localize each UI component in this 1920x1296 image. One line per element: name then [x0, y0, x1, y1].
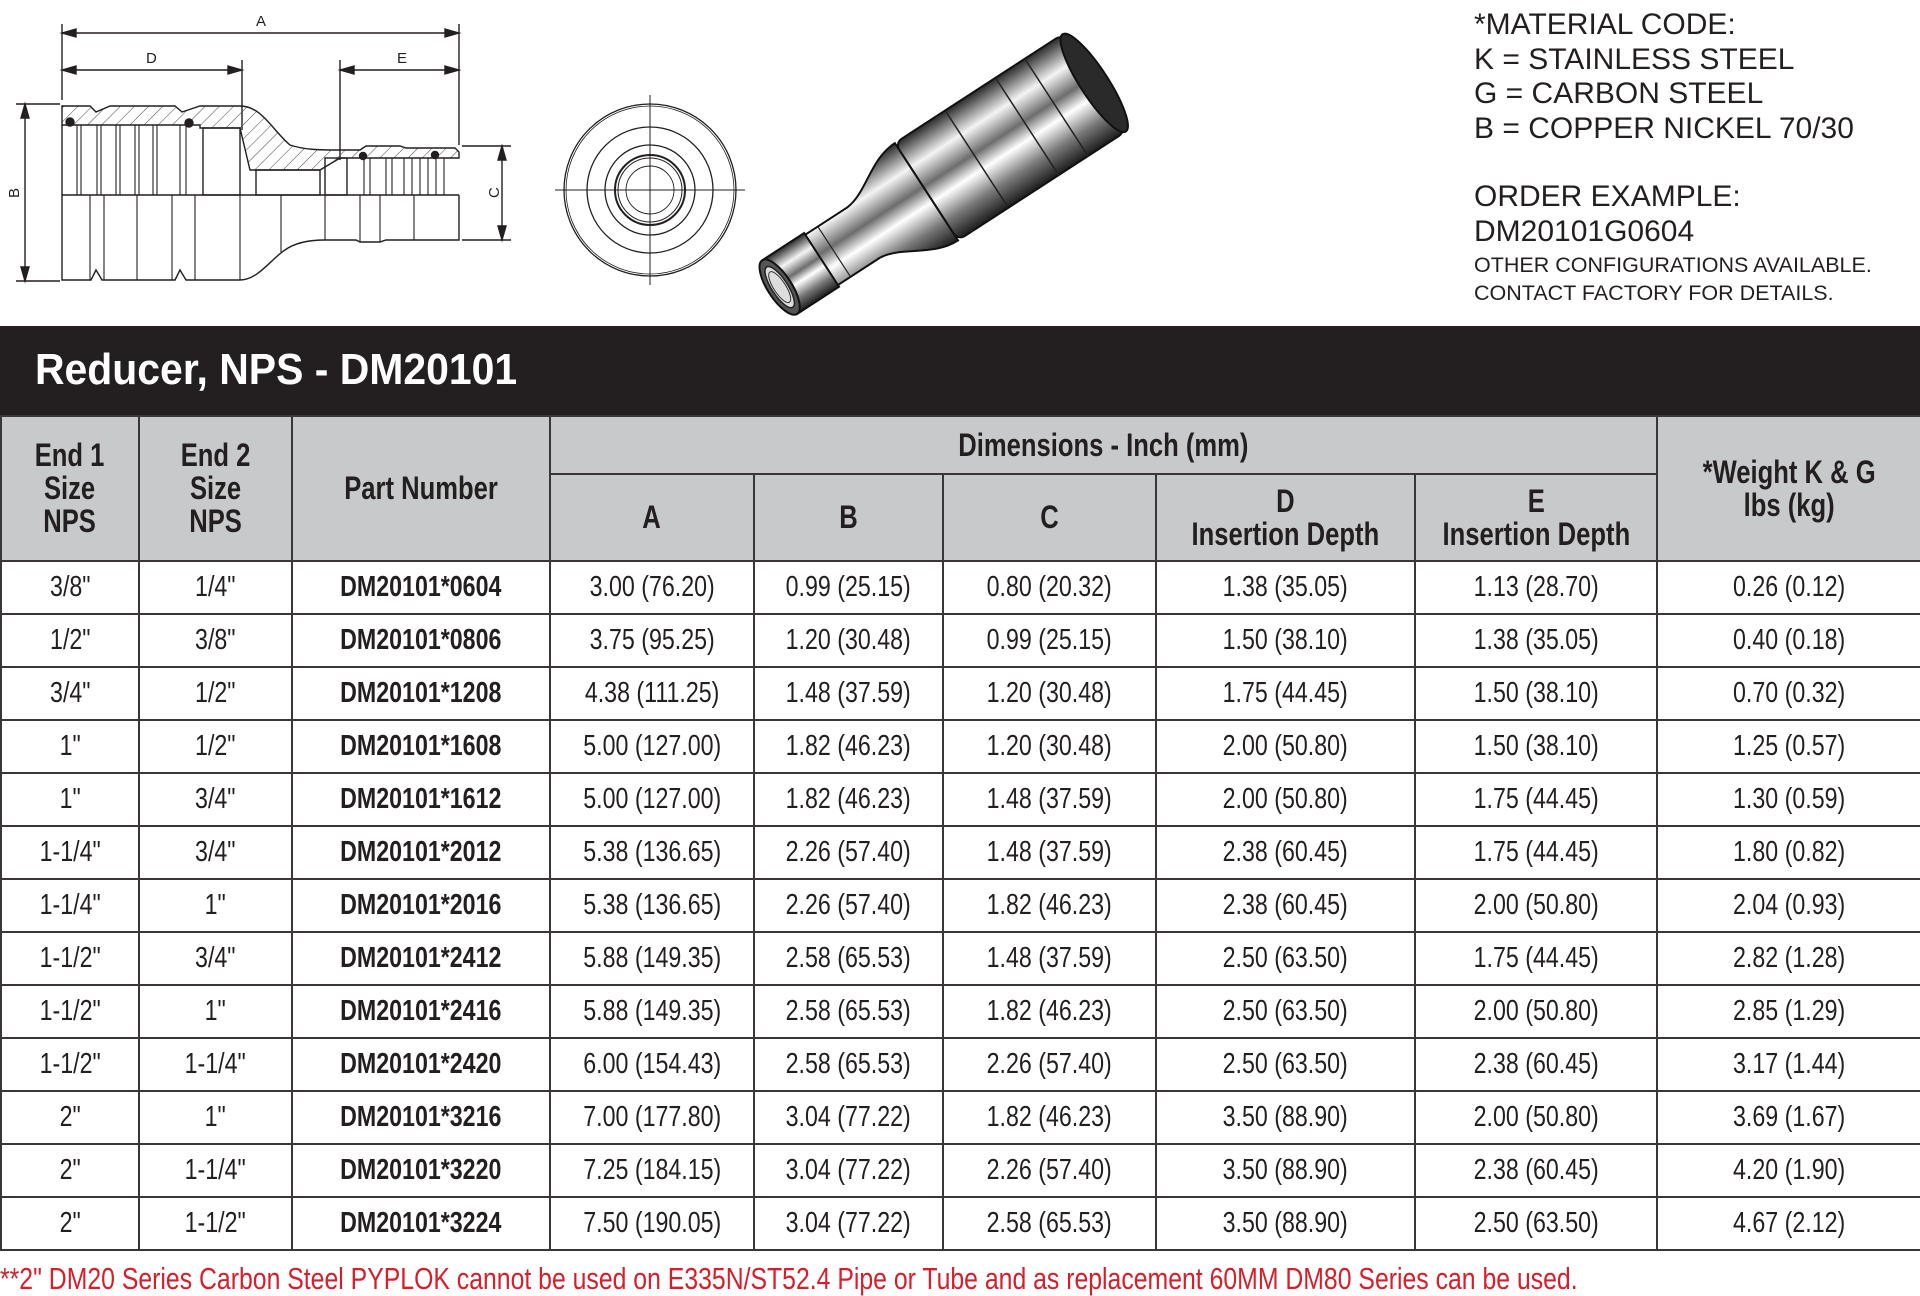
cell-end1: 1" [1, 773, 139, 826]
cell-weight: 1.80 (0.82) [1657, 826, 1920, 879]
header-end2: End 2 Size NPS [139, 416, 292, 561]
cell-end2: 3/8" [139, 614, 292, 667]
cell-weight: 3.17 (1.44) [1657, 1038, 1920, 1091]
cell-e: 1.50 (38.10) [1415, 667, 1657, 720]
cell-d: 1.75 (44.45) [1156, 667, 1415, 720]
cell-d: 3.50 (88.90) [1156, 1091, 1415, 1144]
cell-part: DM20101*2416 [292, 985, 550, 1038]
cell-e: 2.38 (60.45) [1415, 1144, 1657, 1197]
cell-e: 1.38 (35.05) [1415, 614, 1657, 667]
cell-a: 5.38 (136.65) [550, 879, 754, 932]
cell-weight: 3.69 (1.67) [1657, 1091, 1920, 1144]
cell-end2: 1-1/4" [139, 1144, 292, 1197]
header-a: A [550, 474, 754, 561]
cell-end1: 1-1/4" [1, 826, 139, 879]
dim-label-a: A [256, 13, 267, 30]
table-row [1, 932, 1920, 985]
cell-end1: 3/4" [1, 667, 139, 720]
cell-a: 7.25 (184.15) [550, 1144, 754, 1197]
table-row [1, 561, 1920, 614]
cell-b: 2.58 (65.53) [754, 932, 943, 985]
cell-c: 1.20 (30.48) [943, 720, 1156, 773]
dimension-table [0, 415, 1920, 1251]
cell-end2: 1" [139, 985, 292, 1038]
material-carbon: G = CARBON STEEL [1474, 77, 1764, 110]
dim-label-c: C [486, 187, 503, 198]
header-end1: End 1 Size NPS [1, 416, 139, 561]
header-d: D Insertion Depth [1156, 474, 1415, 561]
cell-b: 3.04 (77.22) [754, 1197, 943, 1250]
cell-part: DM20101*3216 [292, 1091, 550, 1144]
cell-c: 1.82 (46.23) [943, 985, 1156, 1038]
product-3d-render [738, 27, 1137, 326]
end-view-drawing [555, 95, 745, 285]
cell-a: 6.00 (154.43) [550, 1038, 754, 1091]
cell-end1: 3/8" [1, 561, 139, 614]
cell-end1: 1-1/4" [1, 879, 139, 932]
footnote-warning: **2" DM20 Series Carbon Steel PYPLOK cannot be used on E335N/ST52.4 Pipe or Tube and as replacement 60MM DM80 Series can be used. [0, 1261, 1578, 1296]
cell-end2: 1/4" [139, 561, 292, 614]
cell-d: 2.50 (63.50) [1156, 1038, 1415, 1091]
material-copper-nickel: B = COPPER NICKEL 70/30 [1474, 111, 1854, 145]
other-configurations-note: OTHER CONFIGURATIONS AVAILABLE. [1474, 253, 1872, 277]
cell-end1: 2" [1, 1197, 139, 1250]
cell-end1: 1/2" [1, 614, 139, 667]
cell-part: DM20101*0604 [292, 561, 550, 614]
cell-d: 2.00 (50.80) [1156, 720, 1415, 773]
cell-end1: 1-1/2" [1, 985, 139, 1038]
cell-d: 2.38 (60.45) [1156, 879, 1415, 932]
cell-c: 2.58 (65.53) [943, 1197, 1156, 1250]
cell-c: 1.48 (37.59) [943, 773, 1156, 826]
product-drawings [0, 0, 1920, 326]
cell-part: DM20101*3220 [292, 1144, 550, 1197]
cell-end1: 2" [1, 1144, 139, 1197]
cell-part: DM20101*3224 [292, 1197, 550, 1250]
cell-d: 3.50 (88.90) [1156, 1197, 1415, 1250]
cell-c: 1.48 (37.59) [943, 932, 1156, 985]
cell-a: 5.38 (136.65) [550, 826, 754, 879]
header-dimensions-group: Dimensions - Inch (mm) [550, 416, 1657, 474]
cell-weight: 4.67 (2.12) [1657, 1197, 1920, 1250]
header-weight: *Weight K & G lbs (kg) [1657, 416, 1920, 561]
cell-end1: 1-1/2" [1, 932, 139, 985]
cell-b: 1.82 (46.23) [754, 720, 943, 773]
cell-a: 5.88 (149.35) [550, 932, 754, 985]
table-row [1, 614, 1920, 667]
cell-b: 1.48 (37.59) [754, 667, 943, 720]
cell-a: 7.00 (177.80) [550, 1091, 754, 1144]
dim-label-d: D [146, 50, 157, 67]
cell-d: 3.50 (88.90) [1156, 1144, 1415, 1197]
cell-b: 1.82 (46.23) [754, 773, 943, 826]
table-row [1, 773, 1920, 826]
cell-d: 2.50 (63.50) [1156, 932, 1415, 985]
material-stainless: K = STAINLESS STEEL [1474, 42, 1795, 76]
cell-b: 3.04 (77.22) [754, 1144, 943, 1197]
cell-b: 0.99 (25.15) [754, 561, 943, 614]
cell-end2: 1" [139, 879, 292, 932]
cell-d: 2.00 (50.80) [1156, 773, 1415, 826]
cell-d: 1.50 (38.10) [1156, 614, 1415, 667]
table-row [1, 879, 1920, 932]
cell-c: 0.80 (20.32) [943, 561, 1156, 614]
cell-e: 1.13 (28.70) [1415, 561, 1657, 614]
cell-c: 0.99 (25.15) [943, 614, 1156, 667]
title-bar [0, 326, 1920, 415]
order-example-title: ORDER EXAMPLE: [1474, 180, 1741, 213]
cell-a: 7.50 (190.05) [550, 1197, 754, 1250]
cell-a: 3.75 (95.25) [550, 614, 754, 667]
order-example-value: DM20101G0604 [1474, 214, 1695, 248]
cell-a: 4.38 (111.25) [550, 667, 754, 720]
cell-e: 1.75 (44.45) [1415, 932, 1657, 985]
cell-part: DM20101*2420 [292, 1038, 550, 1091]
cell-d: 2.50 (63.50) [1156, 985, 1415, 1038]
cell-end2: 1-1/4" [139, 1038, 292, 1091]
cell-c: 2.26 (57.40) [943, 1038, 1156, 1091]
cell-b: 2.26 (57.40) [754, 879, 943, 932]
cell-e: 2.00 (50.80) [1415, 879, 1657, 932]
cell-c: 1.82 (46.23) [943, 879, 1156, 932]
cell-end1: 1" [1, 720, 139, 773]
cell-b: 2.58 (65.53) [754, 1038, 943, 1091]
dim-label-b: B [6, 187, 23, 198]
cell-b: 2.58 (65.53) [754, 985, 943, 1038]
table-row [1, 826, 1920, 879]
table-row [1, 1091, 1920, 1144]
table-row [1, 1197, 1920, 1250]
cell-a: 5.00 (127.00) [550, 773, 754, 826]
material-notes [1474, 8, 1914, 307]
cell-end1: 1-1/2" [1, 1038, 139, 1091]
header-e: E Insertion Depth [1415, 474, 1657, 561]
cross-section-drawing [6, 13, 511, 281]
header-part-number: Part Number [292, 416, 550, 561]
cell-end2: 1-1/2" [139, 1197, 292, 1250]
cell-weight: 0.40 (0.18) [1657, 614, 1920, 667]
cell-weight: 2.04 (0.93) [1657, 879, 1920, 932]
cell-e: 1.75 (44.45) [1415, 826, 1657, 879]
cell-end2: 1/2" [139, 720, 292, 773]
cell-c: 1.82 (46.23) [943, 1091, 1156, 1144]
cell-e: 1.75 (44.45) [1415, 773, 1657, 826]
cell-d: 2.38 (60.45) [1156, 826, 1415, 879]
cell-weight: 0.26 (0.12) [1657, 561, 1920, 614]
cell-weight: 1.30 (0.59) [1657, 773, 1920, 826]
cell-e: 2.00 (50.80) [1415, 985, 1657, 1038]
cell-c: 1.20 (30.48) [943, 667, 1156, 720]
page-title: Reducer, NPS - DM20101 [35, 345, 518, 394]
dim-label-e: E [397, 50, 408, 67]
cell-b: 1.20 (30.48) [754, 614, 943, 667]
table-row [1, 985, 1920, 1038]
cell-e: 2.50 (63.50) [1415, 1197, 1657, 1250]
cell-weight: 1.25 (0.57) [1657, 720, 1920, 773]
cell-a: 5.88 (149.35) [550, 985, 754, 1038]
cell-d: 1.38 (35.05) [1156, 561, 1415, 614]
cell-part: DM20101*1612 [292, 773, 550, 826]
table-row [1, 667, 1920, 720]
header-c: C [943, 474, 1156, 561]
table-body [1, 561, 1920, 1250]
cell-part: DM20101*0806 [292, 614, 550, 667]
material-code-title: *MATERIAL CODE: [1474, 8, 1736, 41]
cell-end2: 3/4" [139, 932, 292, 985]
table-row [1, 720, 1920, 773]
cell-e: 1.50 (38.10) [1415, 720, 1657, 773]
cell-weight: 4.20 (1.90) [1657, 1144, 1920, 1197]
cell-weight: 0.70 (0.32) [1657, 667, 1920, 720]
cell-weight: 2.85 (1.29) [1657, 985, 1920, 1038]
cell-c: 1.48 (37.59) [943, 826, 1156, 879]
contact-factory-note: CONTACT FACTORY FOR DETAILS. [1474, 281, 1834, 305]
cell-part: DM20101*2012 [292, 826, 550, 879]
cell-weight: 2.82 (1.28) [1657, 932, 1920, 985]
cell-end2: 3/4" [139, 826, 292, 879]
cell-e: 2.38 (60.45) [1415, 1038, 1657, 1091]
table-row [1, 1038, 1920, 1091]
cell-part: DM20101*1208 [292, 667, 550, 720]
cell-b: 2.26 (57.40) [754, 826, 943, 879]
cell-c: 2.26 (57.40) [943, 1144, 1156, 1197]
cell-b: 3.04 (77.22) [754, 1091, 943, 1144]
cell-a: 3.00 (76.20) [550, 561, 754, 614]
cell-end2: 3/4" [139, 773, 292, 826]
cell-end2: 1" [139, 1091, 292, 1144]
cell-a: 5.00 (127.00) [550, 720, 754, 773]
cell-part: DM20101*1608 [292, 720, 550, 773]
cell-end2: 1/2" [139, 667, 292, 720]
table-row [1, 1144, 1920, 1197]
cell-end1: 2" [1, 1091, 139, 1144]
cell-part: DM20101*2412 [292, 932, 550, 985]
header-b: B [754, 474, 943, 561]
cell-e: 2.00 (50.80) [1415, 1091, 1657, 1144]
cell-part: DM20101*2016 [292, 879, 550, 932]
